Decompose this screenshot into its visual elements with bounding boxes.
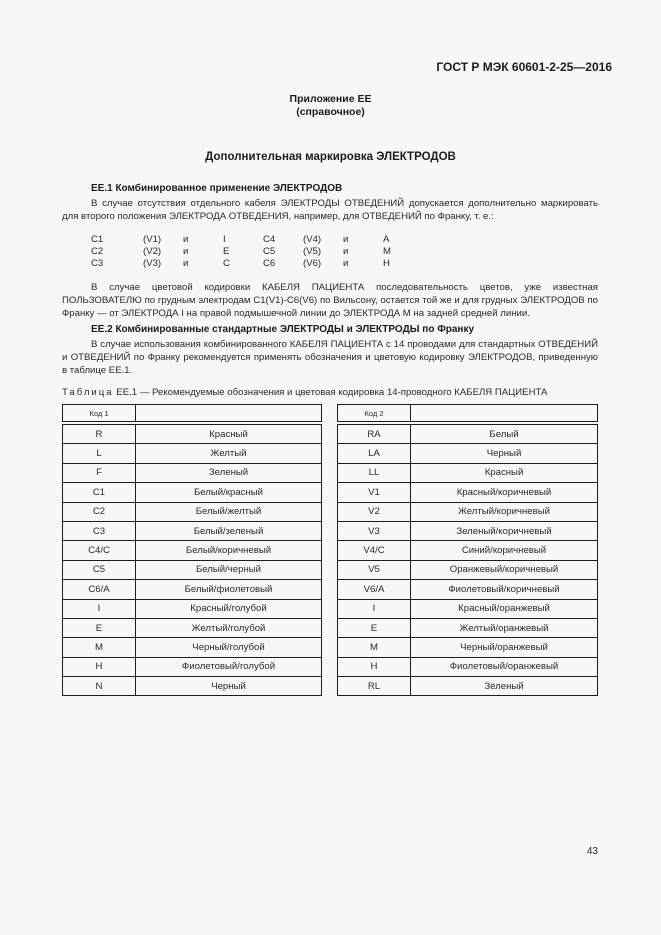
cell-color: Белый/коричневый — [136, 541, 322, 560]
cell-code: I — [63, 599, 136, 618]
table-row — [63, 541, 322, 560]
cell-color: Белый/черный — [136, 560, 322, 579]
table-row — [338, 444, 598, 463]
cell-code: C4/C — [63, 541, 136, 560]
cell-code: V6/A — [338, 580, 411, 599]
conjunction: и — [183, 246, 189, 257]
cell-code: E — [338, 618, 411, 637]
code: (V4) — [303, 234, 322, 245]
cell-color: Красный/голубой — [136, 599, 322, 618]
cell-color: Белый/фиолетовый — [136, 580, 322, 599]
table-row — [338, 541, 598, 560]
code: (V6) — [303, 258, 322, 269]
code: C4 — [263, 234, 276, 245]
table-caption-text: EE.1 — Рекомендуемые обозначения и цветовая кодировка 14-проводного КАБЕЛЯ ПАЦИЕНТА — [113, 387, 548, 398]
cell-color: Красный — [136, 423, 322, 444]
table-row — [338, 638, 598, 657]
code: (V1) — [143, 234, 162, 245]
code: C — [223, 258, 230, 269]
table-row — [63, 618, 322, 637]
paragraph: В случае цветовой кодировки КАБЕЛЯ ПАЦИЕНТА последовательность цветов, уже известная ПОЛЬЗОВАТЕЛЮ по грудным электродам C1(V1)-C6(V6) по Вильсону, остается той же и для грудных ЭЛЕКТРОДОВ по Франку — от ЭЛЕКТРОДА I на правой подмышечной линии до ЭЛЕКТРОДА M на задней средней линии. — [62, 282, 598, 319]
table-row — [63, 580, 322, 599]
cell-code: V2 — [338, 502, 411, 521]
table-row — [63, 657, 322, 676]
cell-color: Черный — [411, 444, 598, 463]
table-row — [63, 423, 322, 444]
table-row — [63, 502, 322, 521]
table-row — [338, 463, 598, 482]
subsection-heading-ee2: EE.2 Комбинированные стандартные ЭЛЕКТРОДЫ и ЭЛЕКТРОДЫ по Франку — [91, 324, 475, 335]
cell-color: Зеленый/коричневый — [411, 521, 598, 540]
table-header-row — [338, 405, 598, 424]
table-row — [338, 618, 598, 637]
cell-code: C6/A — [63, 580, 136, 599]
cell-color: Белый/красный — [136, 483, 322, 502]
electrode-code-list — [91, 234, 413, 270]
table-row — [338, 599, 598, 618]
cell-color: Желтый — [136, 444, 322, 463]
cell-code: R — [63, 423, 136, 444]
conjunction: и — [343, 234, 349, 245]
paragraph: В случае использования комбинированного КАБЕЛЯ ПАЦИЕНТА с 14 проводами для стандартных ОТВЕДЕНИЙ и ОТВЕДЕНИЙ по Франку рекомендуется применять обозначения и цветовую кодировку ЭЛЕКТРОДОВ, приведенную в таблице EE.1. — [62, 339, 598, 376]
table-caption-label: Таблица — [62, 387, 114, 398]
table-row — [338, 677, 598, 696]
cell-code: V3 — [338, 521, 411, 540]
cell-code: C5 — [63, 560, 136, 579]
table-row — [338, 580, 598, 599]
cell-code: I — [338, 599, 411, 618]
conjunction: и — [183, 234, 189, 245]
cell-code: V5 — [338, 560, 411, 579]
page-number: 43 — [586, 846, 598, 857]
cell-code: H — [63, 657, 136, 676]
column-header-code: Код 2 — [338, 405, 411, 424]
column-header-code: Код 1 — [63, 405, 136, 424]
subsection-heading-ee1: EE.1 Комбинированное применение ЭЛЕКТРОДОВ — [91, 183, 343, 194]
table-caption — [62, 387, 547, 398]
section-title: Дополнительная маркировка ЭЛЕКТРОДОВ — [205, 151, 456, 163]
cell-color: Белый/зеленый — [136, 521, 322, 540]
cell-color: Желтый/оранжевый — [411, 618, 598, 637]
appendix-title: Приложение EE — [289, 93, 372, 105]
cell-code: H — [338, 657, 411, 676]
cell-color: Зеленый — [136, 463, 322, 482]
cell-code: RA — [338, 423, 411, 444]
code: H — [383, 258, 390, 269]
cell-color: Синий/коричневый — [411, 541, 598, 560]
cell-code: N — [63, 677, 136, 696]
code: C1 — [91, 234, 104, 245]
cell-code: M — [338, 638, 411, 657]
cell-color: Фиолетовый/коричневый — [411, 580, 598, 599]
table-row — [63, 677, 322, 696]
cell-color: Красный/оранжевый — [411, 599, 598, 618]
cell-code: RL — [338, 677, 411, 696]
cell-color: Красный — [411, 463, 598, 482]
cell-color: Фиолетовый/оранжевый — [411, 657, 598, 676]
code: C3 — [91, 258, 104, 269]
table-row — [338, 521, 598, 540]
code-row — [91, 234, 413, 246]
cell-code: C3 — [63, 521, 136, 540]
conjunction: и — [343, 246, 349, 257]
code-row — [91, 246, 413, 258]
table-row — [338, 483, 598, 502]
table-row — [338, 560, 598, 579]
table-row — [338, 657, 598, 676]
code: (V2) — [143, 246, 162, 257]
table-row — [338, 423, 598, 444]
code: C5 — [263, 246, 276, 257]
code-table-left — [62, 404, 322, 696]
cell-code: V4/C — [338, 541, 411, 560]
cell-code: M — [63, 638, 136, 657]
code: (V5) — [303, 246, 322, 257]
table-row — [63, 483, 322, 502]
cell-code: LL — [338, 463, 411, 482]
appendix-subtitle: (справочное) — [296, 106, 365, 118]
cell-code: V1 — [338, 483, 411, 502]
table-row — [63, 444, 322, 463]
table-row — [63, 638, 322, 657]
cell-color: Желтый/голубой — [136, 618, 322, 637]
cell-code: C1 — [63, 483, 136, 502]
cell-code: L — [63, 444, 136, 463]
cell-code: LA — [338, 444, 411, 463]
table-header-row — [63, 405, 322, 424]
table-row — [63, 560, 322, 579]
cell-color: Белый/желтый — [136, 502, 322, 521]
cell-color: Белый — [411, 423, 598, 444]
code-row — [91, 258, 413, 270]
cell-code: E — [63, 618, 136, 637]
column-header-color — [411, 405, 598, 424]
document-number: ГОСТ Р МЭК 60601-2-25—2016 — [436, 60, 612, 74]
table-row — [63, 463, 322, 482]
code: I — [223, 234, 226, 245]
cell-code: F — [63, 463, 136, 482]
paragraph: В случае отсутствия отдельного кабеля ЭЛЕКТРОДЫ ОТВЕДЕНИЙ допускается дополнительно маркировать для второго положения ЭЛЕКТРОДА ОТВЕДЕНИЯ, например, для ОТВЕДЕНИЙ по Франку, т. е.: — [62, 198, 598, 222]
code: C2 — [91, 246, 104, 257]
conjunction: и — [183, 258, 189, 269]
cell-color: Оранжевый/коричневый — [411, 560, 598, 579]
table-row — [63, 599, 322, 618]
code-table-right — [337, 404, 598, 696]
cell-color: Черный/оранжевый — [411, 638, 598, 657]
cell-color: Черный — [136, 677, 322, 696]
cell-color: Фиолетовый/голубой — [136, 657, 322, 676]
code: (V3) — [143, 258, 162, 269]
table-row — [63, 521, 322, 540]
cell-color: Зеленый — [411, 677, 598, 696]
table-row — [338, 502, 598, 521]
conjunction: и — [343, 258, 349, 269]
code: C6 — [263, 258, 276, 269]
column-header-color — [136, 405, 322, 424]
cell-color: Черный/голубой — [136, 638, 322, 657]
cell-color: Красный/коричневый — [411, 483, 598, 502]
code: A — [383, 234, 390, 245]
cell-code: C2 — [63, 502, 136, 521]
cell-color: Желтый/коричневый — [411, 502, 598, 521]
code: E — [223, 246, 230, 257]
code: M — [383, 246, 391, 257]
